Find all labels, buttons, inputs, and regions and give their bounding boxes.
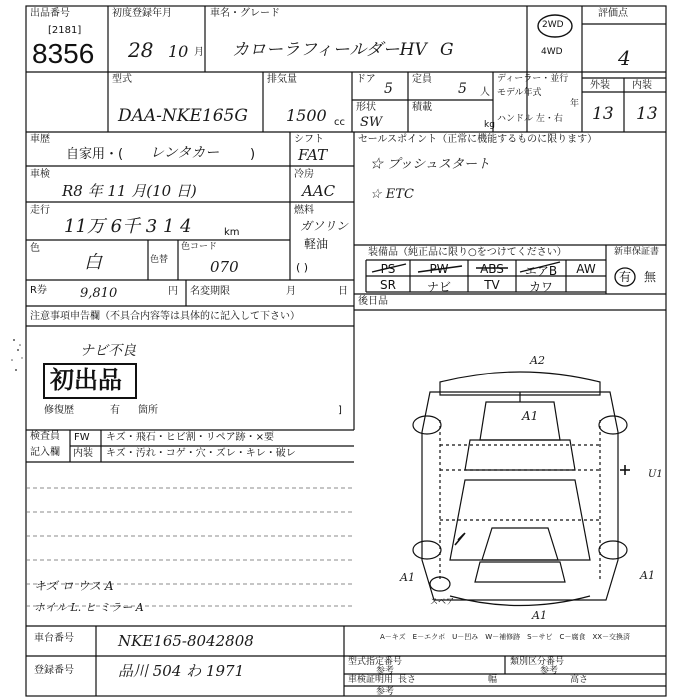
shift: FAT (298, 146, 328, 164)
name-change-month: 月 (286, 286, 296, 297)
remark-2: ホイル L. ヒ ミラー A (34, 601, 144, 614)
chassis-number: NKE165-8042808 (118, 632, 254, 650)
shape: SW (360, 115, 383, 130)
plate-label: 登録番号 (34, 665, 74, 676)
inspector-label-1: 検査員 (30, 431, 60, 442)
repair-label: 修復歴 (44, 405, 74, 416)
equip-abs: ABS (480, 262, 504, 276)
length-label: 長さ (398, 675, 417, 685)
color: 白 (84, 252, 102, 273)
history-options: 自家用・( (66, 147, 124, 162)
fuel-label: 燃料 (294, 205, 314, 216)
color-change-label: 色替 (150, 255, 169, 265)
category-ref: 参考 (540, 666, 559, 676)
km-unit: km (224, 227, 240, 238)
equip-navi: ナビ (426, 280, 451, 294)
disp-label: 排気量 (267, 74, 297, 85)
mark-left-rear: A1 (400, 571, 415, 584)
interior-items: キズ・汚れ・コゲ・穴・ズレ・キレ・破レ (106, 448, 296, 459)
height-label: 高さ (570, 675, 589, 685)
notes-text: ナビ不良 (80, 343, 136, 359)
size-label: 車検証明用 (348, 675, 394, 685)
equipment-label: 装備品（純正品に限り○をつけてください） (368, 247, 567, 258)
color-label: 色 (30, 243, 40, 254)
size-ref: 参考 (376, 687, 395, 697)
mileage-label: 走行 (30, 205, 50, 216)
equip-tv: TV (484, 278, 500, 292)
int-score: 13 (636, 104, 658, 124)
mark-rear: A1 (532, 609, 547, 622)
name-change-day: 日 (338, 286, 348, 297)
fuel-gas: ガソリン (300, 219, 349, 233)
remark-1: キズ ロ ウス A (34, 579, 114, 593)
sales-point-1: ☆ プッシュスタート (370, 157, 490, 172)
seats-label: 定員 (412, 74, 432, 85)
plate-number: 品川 504 わ 1971 (118, 662, 245, 680)
fw-items: キズ・飛石・ヒビ割・リペア跡・×要 (106, 432, 274, 443)
reg-label: 初度登録年月 (112, 8, 172, 19)
cert-ref: 参考 (376, 666, 395, 676)
equip-aw: AW (576, 262, 596, 276)
month-unit: 月 (194, 47, 204, 58)
displacement: 1500 (286, 106, 327, 125)
color-code: 070 (210, 258, 239, 276)
equip-leather: カワ (528, 280, 553, 294)
handle-label: ハンドル 左・右 (497, 114, 563, 124)
first-listing-stamp: 初出品 (50, 366, 122, 394)
shift-label: シフト (294, 134, 324, 145)
fuel-diesel: 軽油 (304, 237, 329, 251)
name-change-label: 名変期限 (190, 286, 230, 297)
eval-score: 4 (618, 46, 631, 70)
sales-label: セールスポイント（正常に機能するものに限ります） (358, 134, 598, 145)
mark-right-rear: A1 (640, 569, 655, 582)
category-label: 類別区分番号 (510, 657, 565, 667)
fuel-paren: ( ) (296, 261, 309, 274)
equip-pw: PW (429, 262, 449, 276)
color-code-label: 色コード (181, 242, 218, 252)
sales-point-2: ☆ ETC (370, 187, 414, 202)
history-value: レンタカー (150, 145, 220, 161)
inspector-label-2: 記入欄 (30, 447, 60, 458)
car-name: カローラフィールダーHV (232, 40, 427, 60)
seats: 5 (458, 81, 467, 97)
kg-unit: kg (484, 120, 495, 130)
cc-unit: cc (334, 117, 345, 128)
eval-label: 評価点 (598, 8, 628, 19)
chassis-label: 車台番号 (34, 633, 74, 644)
fw-label: FW (74, 432, 90, 443)
equip-ps: PS (380, 262, 396, 276)
ac-label: 冷房 (294, 169, 314, 180)
yen-unit: 円 (168, 286, 178, 297)
spare-label: スペア (430, 597, 454, 606)
warranty-yes: 有 (619, 270, 632, 284)
load-label: 積載 (412, 102, 432, 113)
recycle-label: R券 (30, 285, 47, 296)
reg-year: 28 (128, 38, 154, 62)
mark-hood: A1 (522, 409, 539, 423)
lot-number: 8356 (32, 38, 95, 69)
ext-score: 13 (592, 104, 614, 124)
inspection-value: R8 年 11 月(10 日) (62, 182, 197, 200)
damage-legend: A－キズ E－エクボ U－凹み W－補修跡 S－サビ C－腐食 XX－交換済 (380, 633, 631, 641)
repair-close-bracket: ] (338, 405, 342, 416)
lot-sub: [2181] (48, 25, 82, 36)
doors-label: ドア (356, 74, 376, 85)
mark-roof: A2 (530, 354, 545, 367)
equip-airbag: エアB (524, 264, 558, 278)
model-label: 型式 (112, 74, 132, 85)
mileage: 11万 6千 3 1 4 (64, 216, 192, 237)
shape-label: 形状 (356, 102, 376, 113)
model-code: DAA-NKE165G (118, 106, 248, 126)
aftermarket-label: 後日品 (358, 296, 388, 307)
ext-label: 外装 (590, 80, 610, 91)
recycle: 9,810 (80, 286, 118, 301)
seats-unit: 人 (480, 87, 490, 98)
reg-month: 10 (168, 42, 189, 61)
history-label: 車歴 (30, 134, 50, 145)
grade: G (440, 40, 454, 60)
ac: AAC (302, 182, 336, 200)
car-diagram (413, 372, 630, 606)
width-label: 幅 (488, 675, 498, 685)
year-unit: 年 (570, 99, 580, 109)
repair-yes: 有 (110, 405, 120, 416)
model-year-label: モデル年式 (497, 88, 542, 98)
lot-label: 出品番号 (30, 8, 70, 19)
cert-label: 型式指定番号 (348, 657, 403, 667)
history-close: ) (250, 147, 256, 162)
drive-4wd: 4WD (541, 47, 563, 57)
mark-right-side: U1 (648, 469, 663, 480)
equip-sr: SR (380, 278, 396, 292)
doors: 5 (384, 81, 393, 97)
notes-label: 注意事項申告欄（不具合内容等は具体的に記入して下さい） (30, 311, 300, 322)
dealer-label: ディーラー・並行 (497, 74, 569, 84)
int-label: 内装 (632, 80, 652, 91)
repair-place: 箇所 (138, 405, 158, 416)
drive-2wd: 2WD (542, 20, 564, 30)
interior-label: 内装 (73, 448, 93, 459)
inspection-label: 車検 (30, 169, 50, 180)
car-label: 車名・グレード (210, 8, 280, 19)
warranty-label: 新車保証書 (614, 247, 660, 257)
warranty-no: 無 (644, 270, 657, 284)
